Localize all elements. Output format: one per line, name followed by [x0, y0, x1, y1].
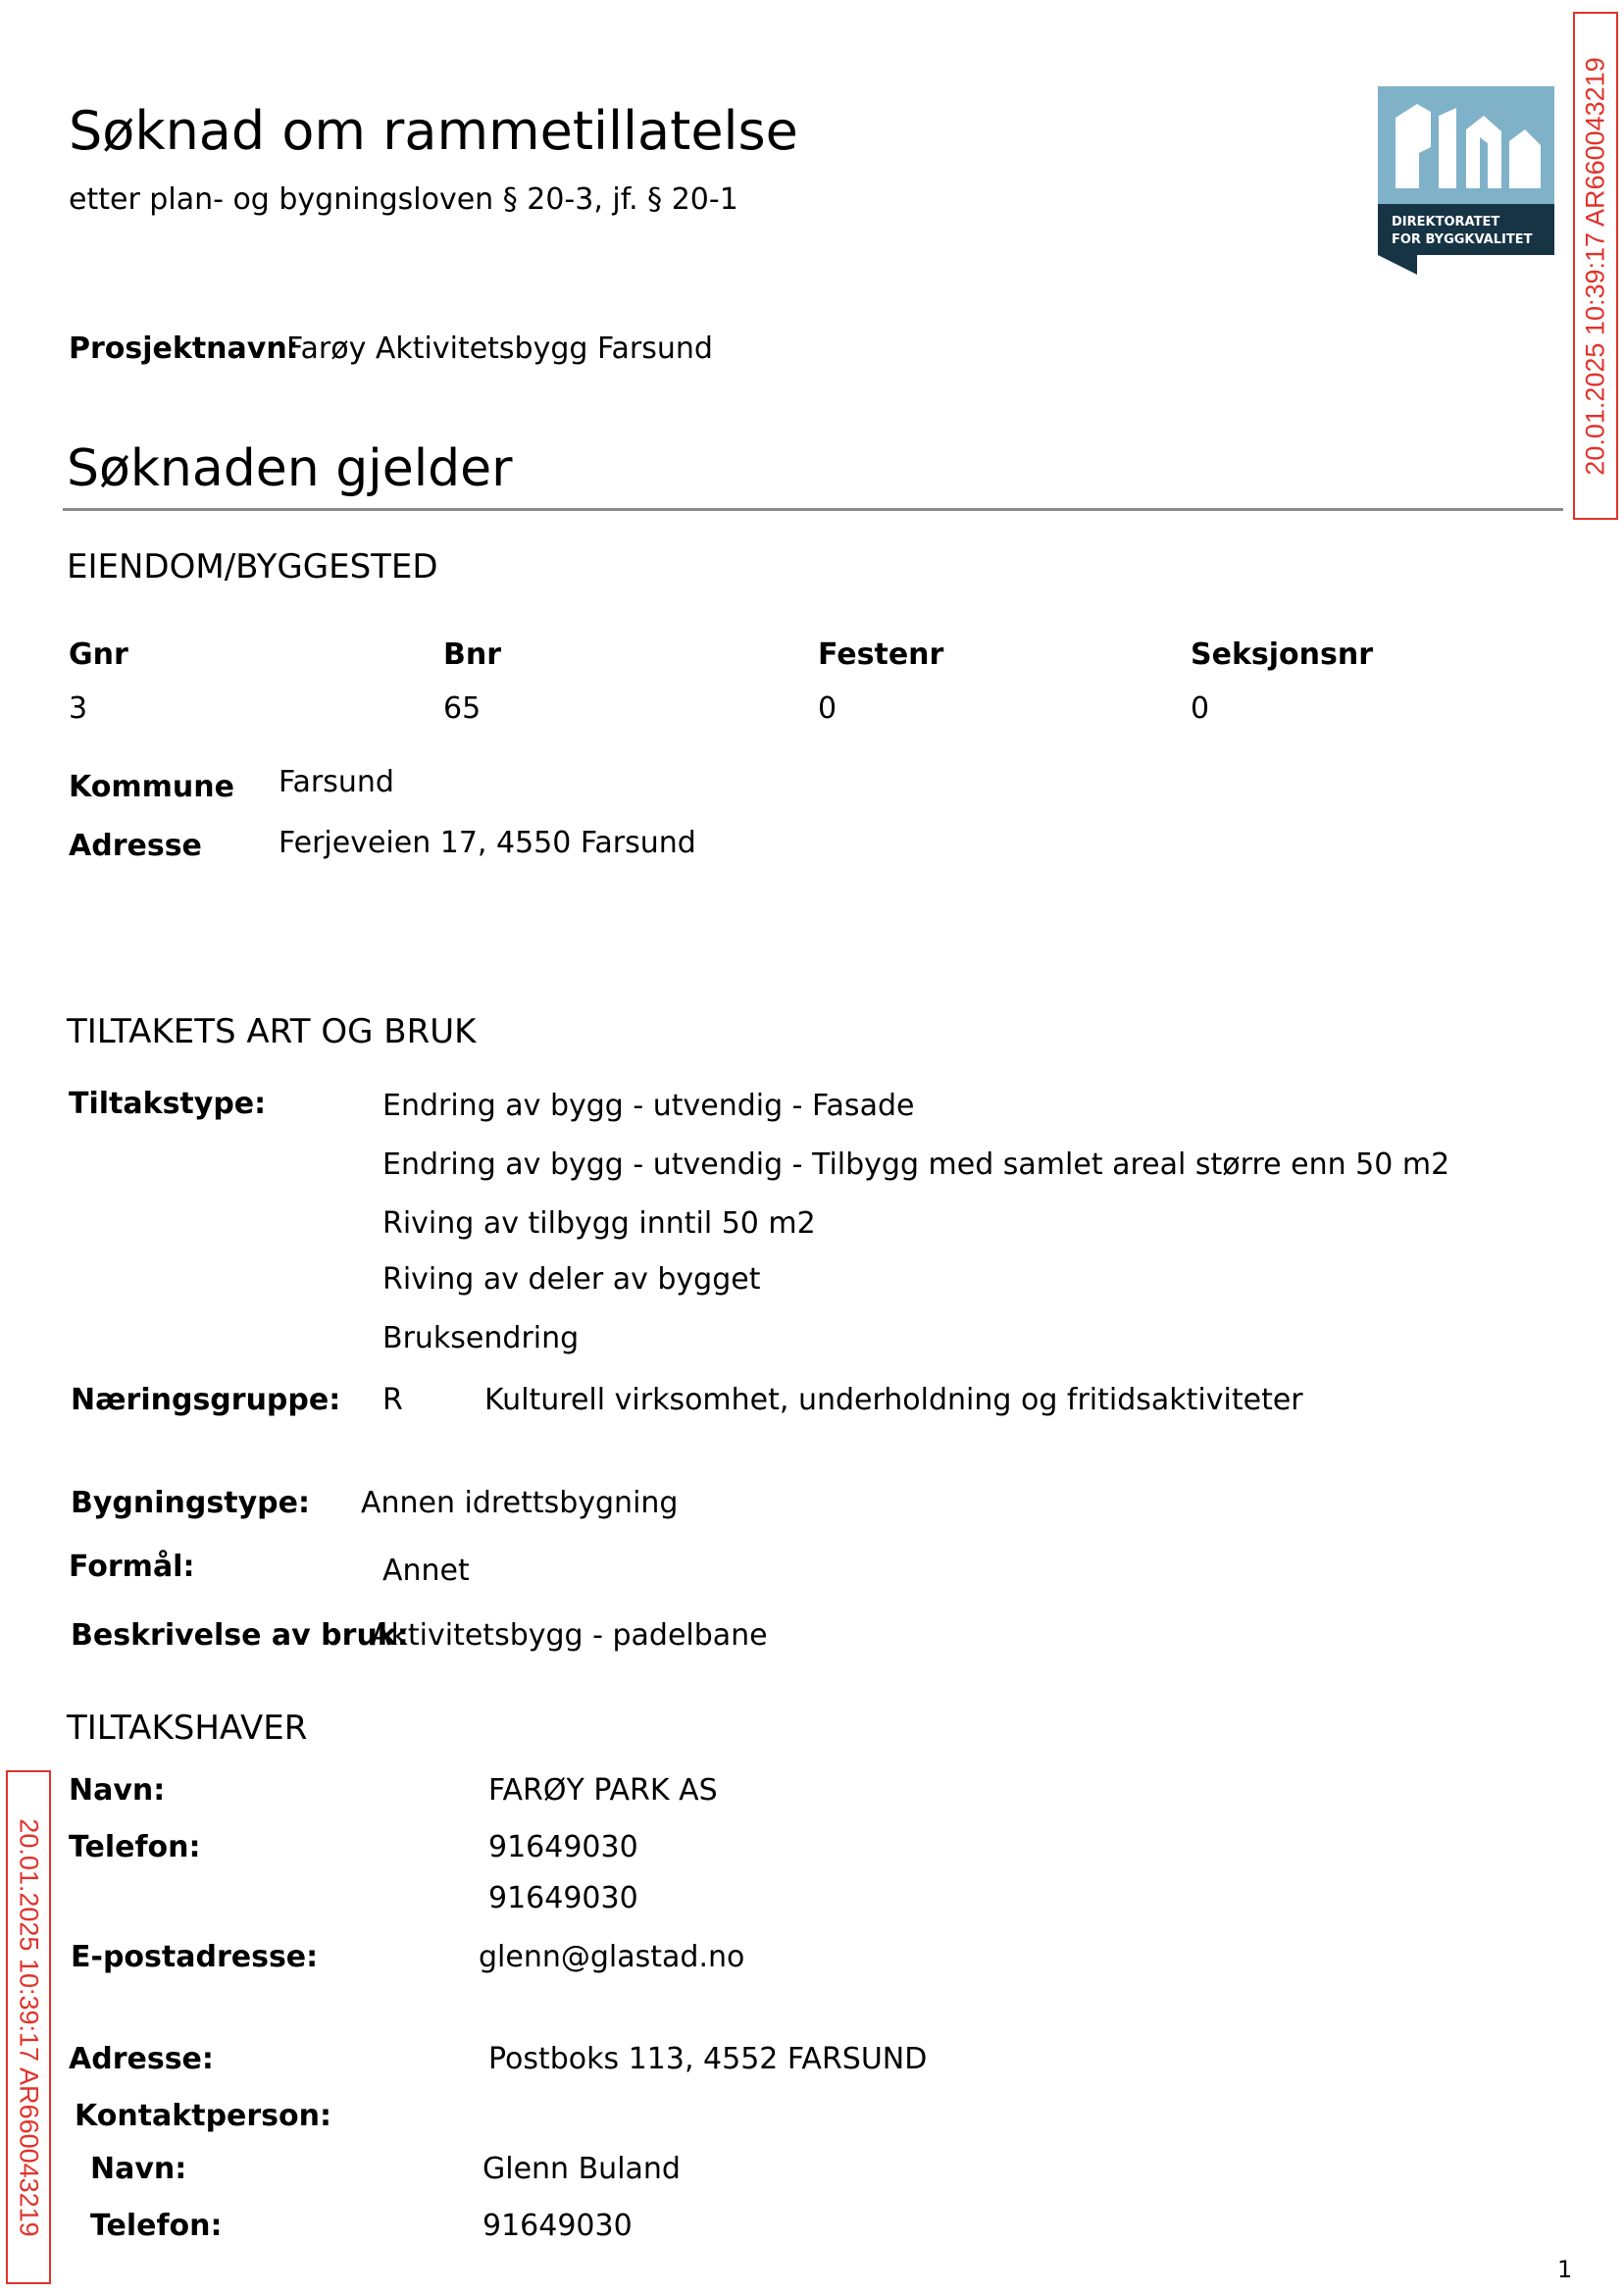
festenr-value: 0	[818, 691, 837, 726]
tiltakshaver-navn-label: Navn:	[69, 1773, 166, 1808]
tiltakshaver-telefon-value: 91649030	[488, 1830, 638, 1864]
tiltakshaver-telefon-label: Telefon:	[69, 1830, 201, 1864]
receipt-stamp-text: 20.01.2025 10:39:17 AR660043219	[1580, 56, 1610, 476]
tiltakstype-item: Riving av deler av bygget	[382, 1262, 761, 1297]
gnr-label: Gnr	[69, 637, 128, 672]
dibk-logo	[1378, 86, 1554, 275]
gnr-value: 3	[69, 691, 88, 726]
bygningstype-value: Annen idrettsbygning	[361, 1486, 679, 1520]
page-number: 1	[1557, 2256, 1573, 2283]
beskrivelse-value: Aktivitetsbygg - padelbane	[371, 1618, 768, 1653]
kommune-label: Kommune	[69, 770, 234, 804]
formal-label: Formål:	[69, 1550, 195, 1584]
logo-text-line2: FOR BYGGKVALITET	[1392, 232, 1533, 247]
bygningstype-label: Bygningstype:	[71, 1486, 310, 1520]
beskrivelse-label: Beskrivelse av bruk:	[71, 1618, 409, 1653]
logo-text-line1: DIREKTORATET	[1392, 215, 1500, 229]
property-adresse-label: Adresse	[69, 829, 202, 863]
tiltakstype-item: Endring av bygg - utvendig - Fasade	[382, 1089, 915, 1123]
property-adresse-value: Ferjeveien 17, 4550 Farsund	[279, 826, 696, 860]
naeringsgruppe-label: Næringsgruppe:	[71, 1383, 341, 1417]
receipt-stamp-text: 20.01.2025 10:39:17 AR660043219	[14, 1817, 44, 2237]
seksjonsnr-label: Seksjonsnr	[1191, 637, 1374, 672]
document-title: Søknad om rammetillatelse	[69, 100, 798, 162]
epost-value: glenn@glastad.no	[479, 1940, 745, 1974]
document-subtitle: etter plan- og bygningsloven § 20-3, jf. § 20-1	[69, 182, 738, 217]
tiltakstype-label: Tiltakstype:	[69, 1087, 267, 1121]
logo-lower-block	[1378, 204, 1554, 255]
festenr-label: Festenr	[818, 637, 944, 672]
section-divider	[63, 508, 1563, 511]
property-heading: EIENDOM/BYGGESTED	[67, 547, 438, 586]
naeringsgruppe-code: R	[382, 1383, 403, 1417]
tiltakshaver-adresse-label: Adresse:	[69, 2042, 214, 2076]
tiltakstype-item: Endring av bygg - utvendig - Tilbygg med samlet areal større enn 50 m2	[382, 1147, 1450, 1182]
project-name-value: Farøy Aktivitetsbygg Farsund	[286, 331, 713, 366]
tiltakstype-item: Bruksendring	[382, 1321, 580, 1355]
tiltakshaver-telefon-value-2: 91649030	[488, 1881, 638, 1915]
kommune-value: Farsund	[279, 765, 394, 799]
tiltakstype-item: Riving av tilbygg inntil 50 m2	[382, 1206, 816, 1241]
logo-building-shape-2	[1439, 108, 1456, 188]
seksjonsnr-value: 0	[1191, 691, 1210, 726]
tiltakshaver-navn-value: FARØY PARK AS	[488, 1773, 718, 1808]
kontakt-navn-label: Navn:	[90, 2152, 187, 2186]
naeringsgruppe-value: Kulturell virksomhet, underholdning og fritidsaktiviteter	[484, 1383, 1303, 1417]
kontakt-telefon-label: Telefon:	[90, 2209, 223, 2243]
epost-label: E-postadresse:	[71, 1940, 319, 1974]
section-heading: Søknaden gjelder	[67, 439, 513, 498]
logo-flag-tail	[1378, 255, 1417, 275]
receipt-stamp-top	[1573, 12, 1618, 520]
bnr-label: Bnr	[443, 637, 502, 672]
kontaktperson-label: Kontaktperson:	[75, 2099, 332, 2133]
formal-value: Annet	[382, 1554, 470, 1588]
kontakt-telefon-value: 91649030	[482, 2209, 633, 2243]
tiltakshaver-adresse-value: Postboks 113, 4552 FARSUND	[488, 2042, 928, 2076]
receipt-stamp-bottom	[6, 1770, 51, 2284]
tiltakshaver-heading: TILTAKSHAVER	[67, 1708, 308, 1748]
kontakt-navn-value: Glenn Buland	[482, 2152, 681, 2186]
project-name-label: Prosjektnavn:	[69, 331, 299, 366]
tiltak-heading: TILTAKETS ART OG BRUK	[67, 1012, 477, 1051]
bnr-value: 65	[443, 691, 482, 726]
